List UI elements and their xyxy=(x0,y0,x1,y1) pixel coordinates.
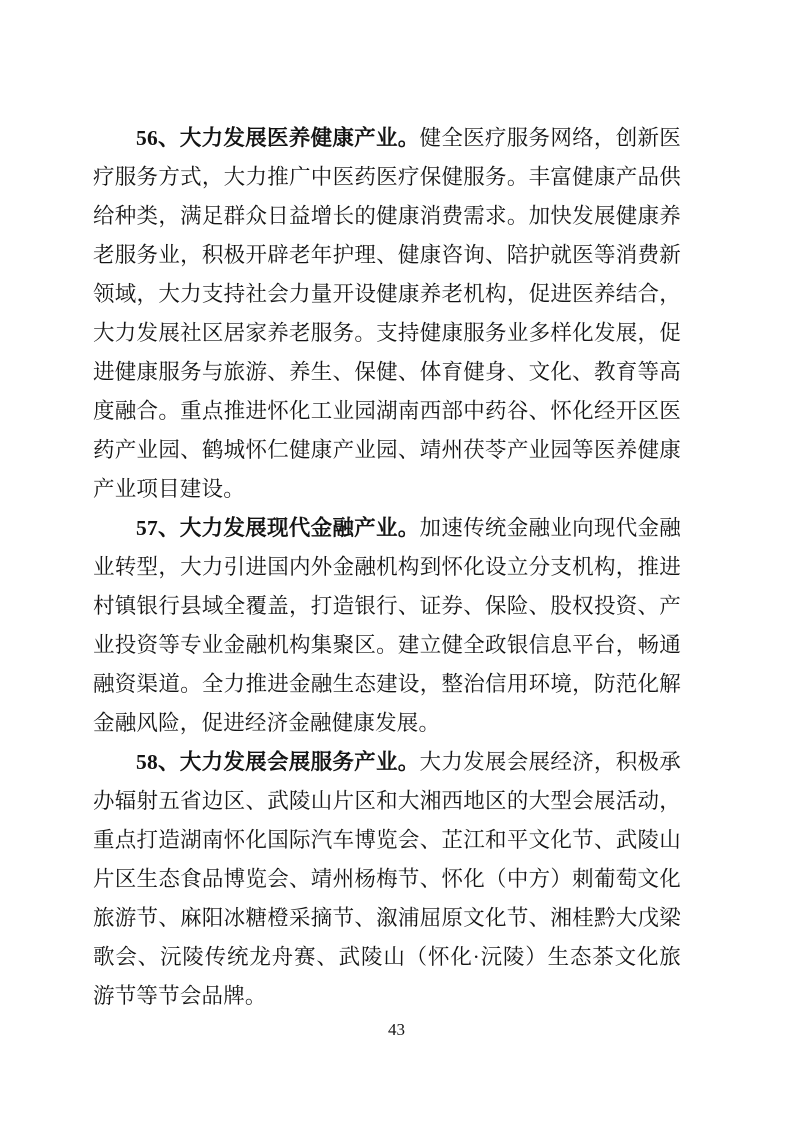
page-footer xyxy=(0,1019,793,1041)
paragraph-56 xyxy=(93,119,681,509)
item-heading: 大力发展现代金融产业。 xyxy=(179,516,420,540)
item-body-text: 加速传统金融业向现代金融业转型，大力引进国内外金融机构到怀化设立分支机构，推进村镇银行县域全覆盖，打造银行、证券、保险、股权投资、产业投资等专业金融机构集聚区。建立健全政银信息平台，畅通融资渠道。全力推进金融生态建设，整治信用环境，防范化解金融风险，促进经济金融健康发展。 xyxy=(93,516,681,735)
page-number: 43 xyxy=(388,1020,405,1039)
item-number: 56、 xyxy=(136,126,180,150)
item-heading: 大力发展会展服务产业。 xyxy=(179,750,420,774)
paragraph-58 xyxy=(93,743,681,1016)
document-body xyxy=(93,119,681,1016)
item-body-text: 大力发展会展经济，积极承办辐射五省边区、武陵山片区和大湘西地区的大型会展活动，重点打造湖南怀化国际汽车博览会、芷江和平文化节、武陵山片区生态食品博览会、靖州杨梅节、怀化（中方）刺葡萄文化旅游节、麻阳冰糖橙采摘节、溆浦屈原文化节、湘桂黔大戊梁歌会、沅陵传统龙舟赛、武陵山（怀化·沅陵）生态茶文化旅游节等节会品牌。 xyxy=(93,750,681,1008)
paragraph-57 xyxy=(93,509,681,743)
item-heading: 大力发展医养健康产业。 xyxy=(179,126,420,150)
item-body-text: 健全医疗服务网络，创新医疗服务方式，大力推广中医药医疗保健服务。丰富健康产品供给种类，满足群众日益增长的健康消费需求。加快发展健康养老服务业，积极开辟老年护理、健康咨询、陪护就医等消费新领域，大力支持社会力量开设健康养老机构，促进医养结合，大力发展社区居家养老服务。支持健康服务业多样化发展，促进健康服务与旅游、养生、保健、体育健身、文化、教育等高度融合。重点推进怀化工业园湖南西部中药谷、怀化经开区医药产业园、鹤城怀仁健康产业园、靖州茯苓产业园等医养健康产业项目建设。 xyxy=(93,126,681,501)
item-number: 57、 xyxy=(136,516,180,540)
item-number: 58、 xyxy=(136,750,180,774)
